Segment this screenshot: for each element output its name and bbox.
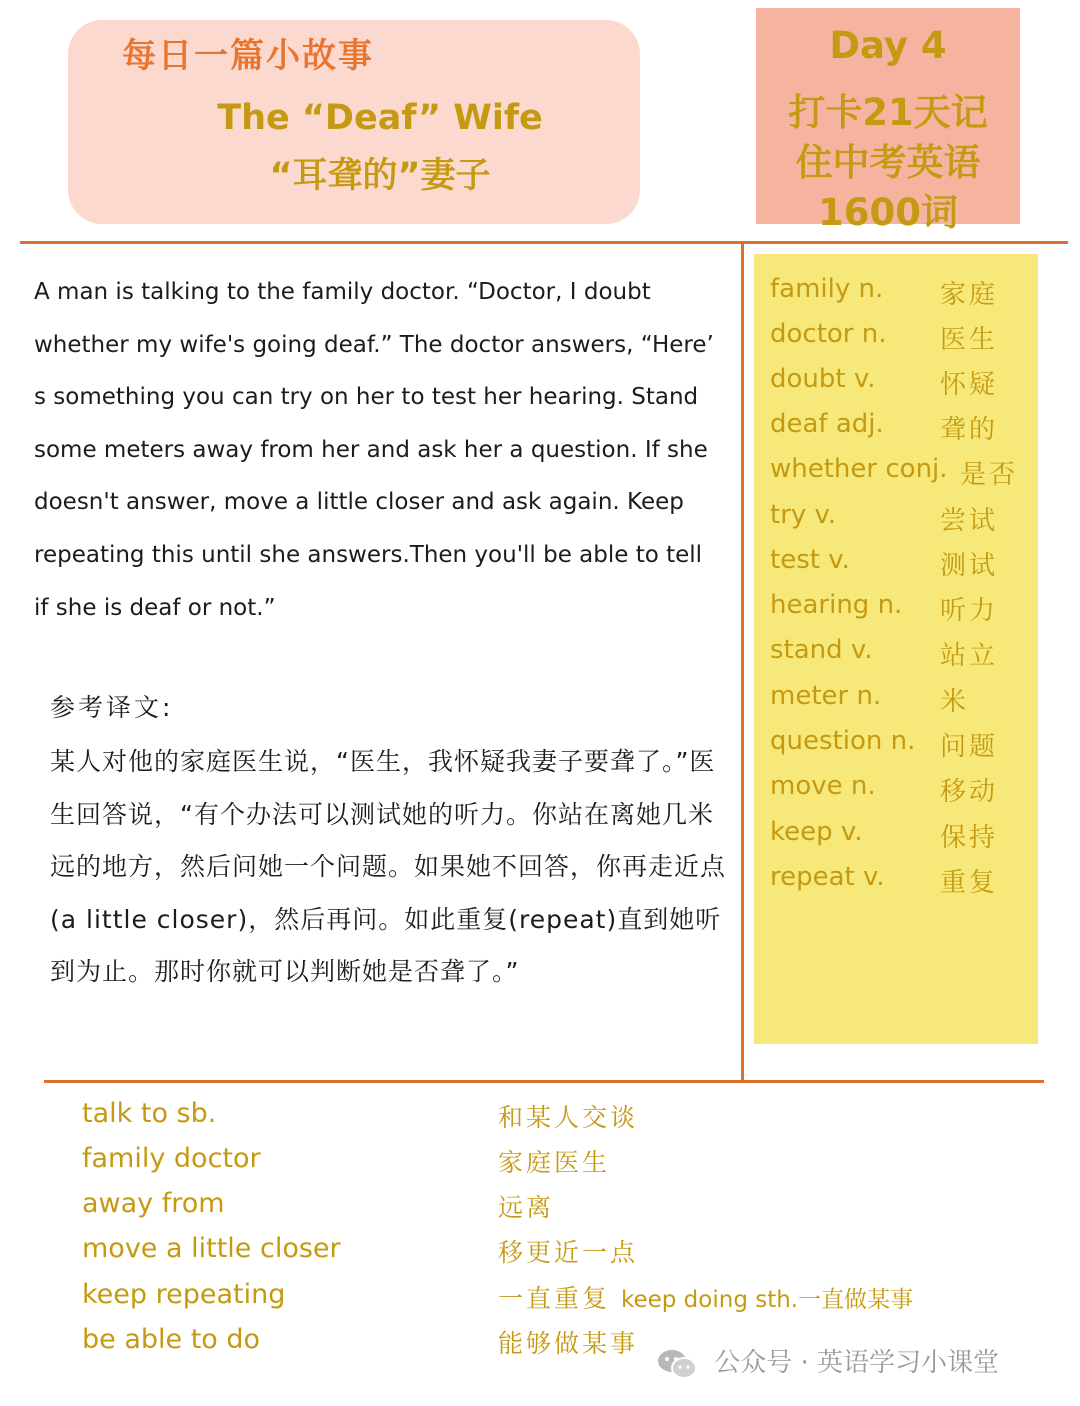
vocab-word: stand v. xyxy=(770,635,873,665)
vocab-word: keep v. xyxy=(770,817,863,847)
phrase-chinese: 家庭医生 xyxy=(498,1148,611,1177)
vocab-meaning: 怀疑 xyxy=(940,370,999,400)
phrase-english: move a little closer xyxy=(82,1233,341,1264)
phrase-chinese xyxy=(498,1279,913,1315)
phrase-note: keep doing sth.一直做某事 xyxy=(620,1287,914,1313)
vocab-meaning: 听力 xyxy=(940,596,999,626)
vocab-word: whether conj. xyxy=(770,454,948,484)
story-paragraph: A man is talking to the family doctor. “Doctor, I doubt whether my wife's going deaf.” The doctor answers, “Here’ s something you can try on her to test her hearing. Stand some meters away from her and ask her a question. If she doesn't answer, move a little closer and ask again. Keep repeating this until she answers.Then you'll be able to tell if she is deaf or not.” xyxy=(34,279,714,621)
wechat-icon xyxy=(656,1346,700,1382)
vocab-item xyxy=(770,817,1036,862)
vocab-word: test v. xyxy=(770,545,850,575)
vocab-meaning: 家庭 xyxy=(940,280,999,310)
phrase-english: talk to sb. xyxy=(82,1098,217,1129)
translation-heading: 参考译文: xyxy=(50,693,174,722)
day-label: Day 4 xyxy=(829,24,947,67)
vocab-word: doctor n. xyxy=(770,319,887,349)
vocab-meaning: 移动 xyxy=(940,777,999,807)
phrase-chinese: 和某人交谈 xyxy=(498,1103,639,1132)
watermark xyxy=(656,1342,999,1382)
vocab-item xyxy=(770,319,1036,364)
vocab-word: doubt v. xyxy=(770,364,876,394)
vocab-meaning: 重复 xyxy=(940,868,999,898)
top-divider xyxy=(20,241,1068,244)
vocab-item xyxy=(770,862,1036,907)
bottom-divider xyxy=(44,1080,1044,1083)
phrase-chinese: 移更近一点 xyxy=(498,1238,639,1267)
phrase-chinese: 能够做某事 xyxy=(498,1329,639,1358)
story-title-english: The “Deaf” Wife xyxy=(217,98,543,138)
translation-text xyxy=(50,736,730,999)
vocab-item xyxy=(770,454,1036,499)
vocab-meaning: 站立 xyxy=(940,641,999,671)
phrase-english: keep repeating xyxy=(82,1279,286,1310)
vocab-word: family n. xyxy=(770,274,884,304)
vocab-meaning: 医生 xyxy=(940,325,999,355)
checkin-line-2: 住中考英语 xyxy=(795,141,981,184)
vocab-word: repeat v. xyxy=(770,862,885,892)
vocab-word: deaf adj. xyxy=(770,409,884,439)
vocab-item xyxy=(770,771,1036,816)
vocab-meaning: 是否 xyxy=(960,460,1019,490)
vocab-meaning: 尝试 xyxy=(940,506,999,536)
vocab-item xyxy=(770,545,1036,590)
story-title-chinese: “耳聋的”妻子 xyxy=(269,156,491,196)
vocab-word: try v. xyxy=(770,500,837,530)
vocab-meaning: 聋的 xyxy=(940,415,999,445)
vocab-item xyxy=(770,681,1036,726)
vocab-meaning: 米 xyxy=(940,687,970,717)
vocabulary-panel xyxy=(754,254,1038,1044)
vocab-item xyxy=(770,590,1036,635)
phrase-english: family doctor xyxy=(82,1143,261,1174)
vocab-item xyxy=(770,364,1036,409)
vocab-item xyxy=(770,274,1036,319)
vocab-meaning: 问题 xyxy=(940,732,999,762)
column-divider xyxy=(741,241,744,1081)
phrase-chinese: 远离 xyxy=(498,1193,555,1222)
translation-paragraph: 某人对他的家庭医生说，“医生，我怀疑我妻子要聋了。”医生回答说，“有个办法可以测试她的听力。你站在离她几米远的地方，然后问她一个问题。如果她不回答，你再走近点(a little closer)，然后再问。如此重复(repeat)直到她听到为止。那时你就可以判断她是否聋了。” xyxy=(50,747,727,986)
phrase-chinese-text: 一直重复 xyxy=(498,1284,611,1313)
vocab-item xyxy=(770,726,1036,771)
day-box xyxy=(756,8,1020,234)
series-label: 每日一篇小故事 xyxy=(122,36,374,76)
vocab-meaning: 保持 xyxy=(940,823,999,853)
vocab-item xyxy=(770,635,1036,680)
vocab-meaning: 测试 xyxy=(940,551,999,581)
vocab-item xyxy=(770,500,1036,545)
phrase-english: be able to do xyxy=(82,1324,261,1355)
phrase-english: away from xyxy=(82,1188,225,1219)
story-text xyxy=(34,266,714,634)
vocab-word: hearing n. xyxy=(770,590,903,620)
vocab-word: question n. xyxy=(770,726,916,756)
watermark-text: 公众号 · 英语学习小课堂 xyxy=(714,1348,1000,1378)
vocab-word: meter n. xyxy=(770,681,882,711)
checkin-line-1: 打卡21天记 xyxy=(788,91,988,134)
vocab-item xyxy=(770,409,1036,454)
vocab-word: move n. xyxy=(770,771,876,801)
checkin-line-3: 1600词 xyxy=(818,191,958,234)
